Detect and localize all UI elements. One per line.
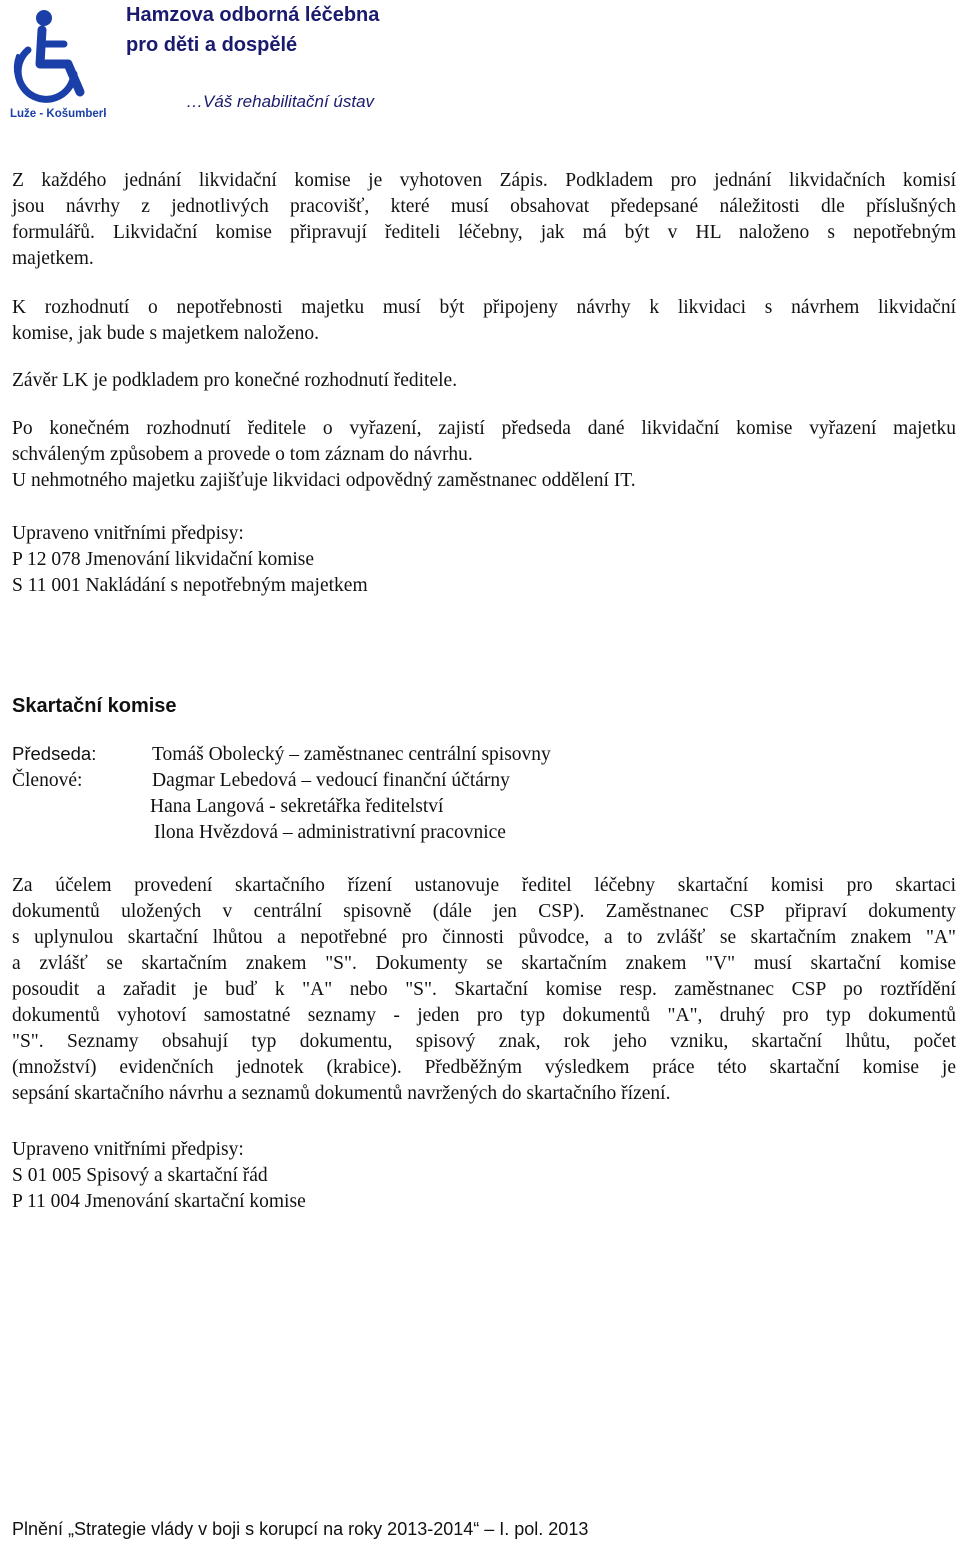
liquidation-paragraph-4: Po konečném rozhodnutí ředitele o vyřazení, zajistí předseda dané likvidační komise vyřazení majetku schváleným způsobem a provede o tom záznam do návrhu. U nehmotného majetku zajišťuje likvidaci odpovědný zaměstnanec oddělení IT. (12, 416, 956, 494)
regulations-label: Upraveno vnitřními předpisy: (12, 1139, 244, 1160)
liquidation-regulations (12, 521, 956, 599)
regulation-item: S 01 005 Spisový a skartační řád (12, 1165, 268, 1186)
member-name: Hana Langová - sekretářka ředitelství (150, 796, 444, 817)
regulation-item: P 11 004 Jmenování skartační komise (12, 1191, 306, 1212)
member-name: Ilona Hvězdová – administrativní pracovnice (154, 822, 506, 843)
institution-logo (6, 4, 106, 122)
page-footer: Plnění „Strategie vlády v boji s korupcí na roky 2013-2014“ – I. pol. 2013 (12, 1519, 589, 1539)
shredding-regulations (12, 1137, 956, 1215)
liquidation-paragraph-1: Z každého jednání likvidační komise je vyhotoven Zápis. Podkladem pro jednání likvidačních komisí jsou návrhy z jednotlivých pracovišť, které musí obsahovat předepsané náležitosti dle příslušných formulářů. Likvidační komise připravují řediteli léčebny, jak má být v HL naloženo s nepotřebným majetkem. (12, 170, 956, 269)
section-heading: Skartační komise (12, 695, 177, 717)
liquidation-paragraph-5: U nehmotného majetku zajišťuje likvidaci odpovědný zaměstnanec oddělení IT. (12, 470, 636, 491)
motto: …Váš rehabilitační ústav (186, 92, 375, 111)
chair-name: Tomáš Obolecký – zaměstnanec centrální spisovny (152, 744, 551, 765)
liquidation-paragraph-2: K rozhodnutí o nepotřebnosti majetku musí být připojeny návrhy k likvidaci s návrhem likvidační komise, jak bude s majetkem naloženo. (12, 297, 956, 344)
logo-caption: Luže - Košumberk (10, 108, 106, 120)
regulation-item: P 12 078 Jmenování likvidační komise (12, 549, 315, 570)
institution-name (126, 0, 379, 60)
shredding-paragraph: Za účelem provedení skartačního řízení ustanovuje ředitel léčebny skartační komisi pro skartaci dokumentů uložených v centrální spisovně (dále jen CSP). Zaměstnanec CSP připraví dokumenty s uplynulou skartační lhůtou a nepotřebné pro činnosti původce, a to zvlášť se skartačním znakem "A" a zvlášť se skartačním znakem "S". Dokumenty se skartačním znakem "V" musí skartační komise posoudit a zařadit je buď k "A" nebo "S". Skartační komise resp. zaměstnanec CSP po roztřídění dokumentů vyhotoví samostatné seznamy - jeden pro typ dokumentů "A", druhý pro typ dokumentů "S". Seznamy obsahují typ dokumentu, spisový znak, rok jeho vzniku, skartační lhůtu, počet (množství) evidenčních jednotek (krabice). Předběžným výsledkem práce této skartační komise je sepsání skartačního návrhu a seznamů dokumentů navržených do skartačního řízení. (12, 875, 956, 1104)
regulations-label: Upraveno vnitřními předpisy: (12, 523, 244, 544)
members-label: Členové: (12, 770, 83, 791)
institution-name-line2: pro děti a dospělé (126, 34, 298, 56)
member-row (150, 794, 443, 820)
member-name: Dagmar Lebedová – vedoucí finanční účtárny (152, 770, 510, 791)
chair-label: Předseda: (12, 743, 97, 764)
member-row (154, 820, 506, 846)
wheelchair-icon (16, 10, 80, 99)
member-row (12, 768, 510, 794)
chair-row (12, 741, 551, 768)
institution-name-line1: Hamzova odborná léčebna (126, 4, 380, 26)
liquidation-paragraph-3: Závěr LK je podkladem pro konečné rozhodnutí ředitele. (12, 370, 458, 391)
regulation-item: S 11 001 Nakládání s nepotřebným majetkem (12, 575, 368, 596)
